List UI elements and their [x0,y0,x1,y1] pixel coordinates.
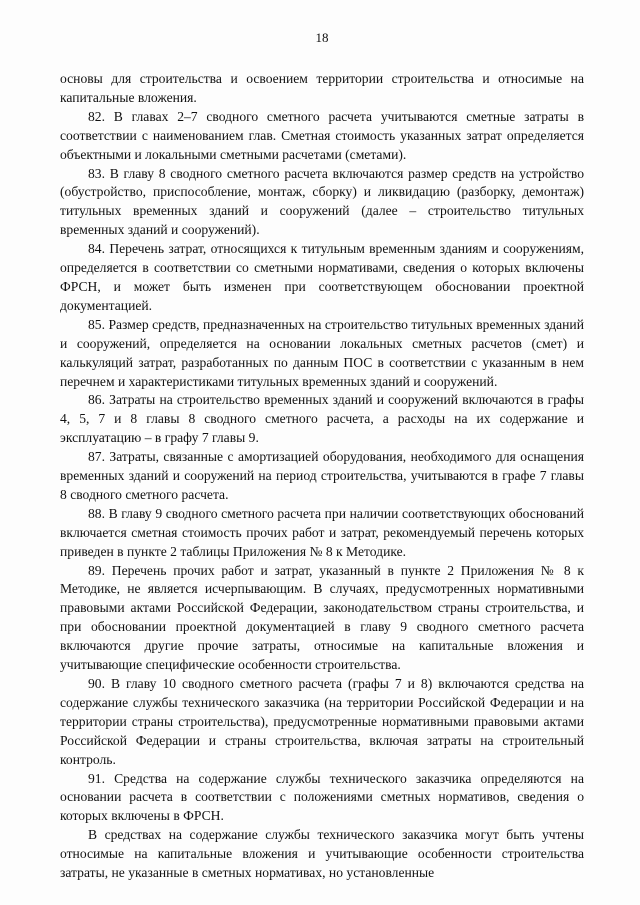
paragraph-89: 89. Перечень прочих работ и затрат, указанный в пункте 2 Приложения № 8 к Методике, не является исчерпывающим. В случаях, предусмотренных нормативными правовыми актами Российской Федерации, законодательством страны строительства, и при обосновании проектной документацией в главу 9 сводного сметного расчета включаются другие прочие затраты, относимые на капитальные вложения и учитывающие специфические особенности строительства. [60,562,584,673]
paragraph-87: 87. Затраты, связанные с амортизацией оборудования, необходимого для оснащения временных зданий и сооружений на период строительства, учитываются в графе 7 главы 8 сводного сметного расчета. [60,449,584,502]
page-number: 18 [315,30,329,45]
paragraph-84: 84. Перечень затрат, относящихся к титульным временным зданиям и сооружениям, определяется в соответствии со сметными нормативами, сведения о которых включены ФРСН, и может быть изменен при соответствующем обосновании проектной документацией. [60,241,584,313]
paragraph-85: 85. Размер средств, предназначенных на строительство титульных временных зданий и сооружений, определяется на основании локальных сметных расчетов (смет) и калькуляций затрат, разработанных по данным ПОС в соответствии с указанным в нем перечнем и характеристиками титульных временных зданий и сооружений. [60,316,584,389]
paragraph-90: 90. В главу 10 сводного сметного расчета (графы 7 и 8) включаются средства на содержание службы технического заказчика (на территории Российской Федерации и на территории страны строительства), предусмотренные нормативными правовыми актами Российской Федерации и страны строительства, включая затраты на строительный контроль. [60,676,584,767]
paragraph-91-continued: В средствах на содержание службы технического заказчика могут быть учтены относимые на капитальные вложения и учитывающие особенности строительства затраты, не указанные в сметных нормативах, но установленные [60,827,584,881]
paragraph-82: 82. В главах 2–7 сводного сметного расчета учитываются сметные затраты в соответствии с наименованием глав. Сметная стоимость указанных затрат определяется объектными и локальными сметными расчетами (сметами). [60,108,584,162]
paragraph-88: 88. В главу 9 сводного сметного расчета при наличии соответствующих обоснований включается сметная стоимость прочих работ и затрат, рекомендуемый перечень которых приведен в пункте 2 таблицы Приложения № 8 к Методике. [60,505,584,559]
document-body [60,70,584,883]
paragraph-continuation: основы для строительства и освоением территории строительства и относимые на капитальные вложения. [60,71,584,105]
paragraph-83: 83. В главу 8 сводного сметного расчета включаются размер средств на устройство (обустройство, приспособление, монтаж, сборку) и ликвидацию (разборку, демонтаж) титульных временных зданий и сооружений (далее – строительство титульных временных зданий и сооружений). [60,165,584,238]
paragraph-86: 86. Затраты на строительство временных зданий и сооружений включаются в графы 4, 5, 7 и 8 главы 8 сводного сметного расчета, а расходы на их содержание и эксплуатацию – в графу 7 главы 9. [60,392,584,446]
paragraph-91: 91. Средства на содержание службы технического заказчика определяются на основании расчета в соответствии с положениями сметных нормативов, сведения о которых включены в ФРСН. [60,770,584,824]
